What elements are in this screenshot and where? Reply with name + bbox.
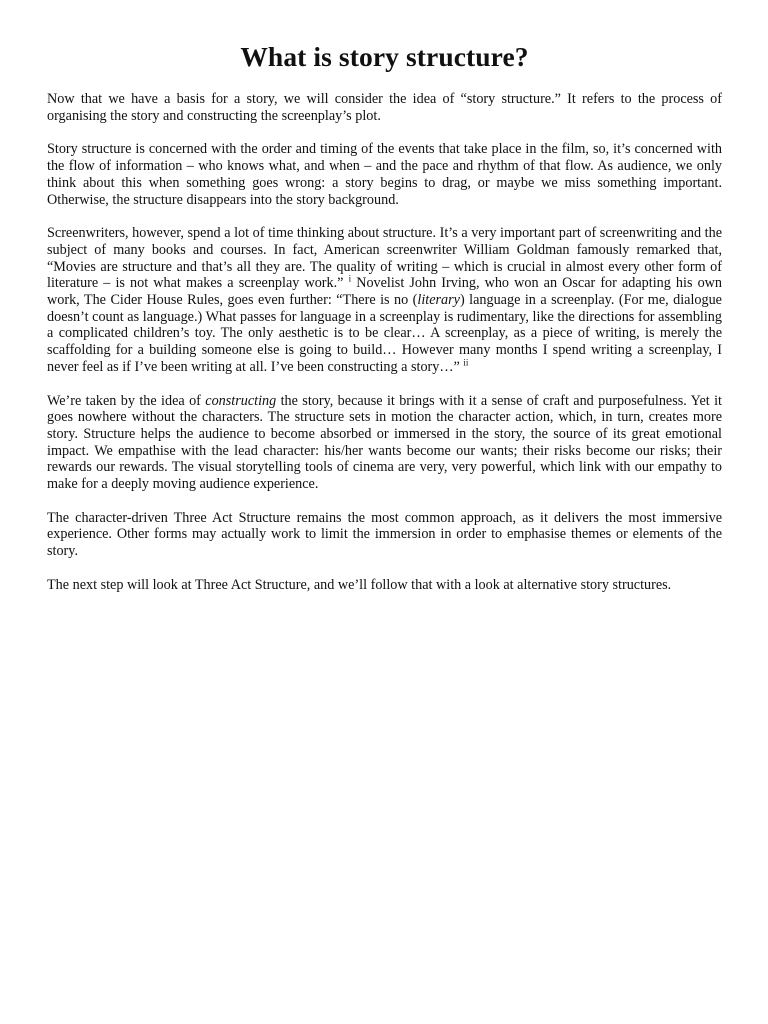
page-title: What is story structure? xyxy=(240,41,529,72)
paragraph-story-structure: Story structure is concerned with the order and timing of the events that take place in the film, so, it’s concerned with the flow of information – who knows what, and when – and the pace and rhythm of that flow. As audience, we only think about this when something goes wrong: a story begins to drag, or maybe we miss something important. Otherwise, the structure disappears into the story background. xyxy=(47,141,722,208)
paragraph-three-act: The character-driven Three Act Structure remains the most common approach, as it delivers the most immersive experience. Other forms may actually work to limit the immersion in order to emphasise themes or elements of the story. xyxy=(47,509,722,560)
footnote-marker: i xyxy=(348,273,352,284)
paragraph-text: ) language in a screenplay. (For me, dialogue doesn’t count as language.) What passes for language in a screenplay is rudimentary, like the directions for assembling a complicated children’s toy. The only aesthetic is to be clear… A screenplay, as a piece of writing, is merely the scaffolding for a building someone else is going to build… However many months I spend writing a screenplay, I never feel as if I’ve been writing at all. I’ve been constructing a story…” xyxy=(47,292,722,375)
paragraph-text: the story, because it brings with it a sense of craft and purposefulness. Yet it goes nowhere without the characters. The structure sets in motion the character action, which, in turn, creates more story. Structure helps the audience to become absorbed or immersed in the story, the source of its great emotional impact. We empathise with the lead character: his/her wants become our wants; their risks become our risks; their rewards our rewards. The visual storytelling tools of cinema are very, very powerful, which link with our empathy to make for a deeply moving audience experience. xyxy=(47,392,722,493)
document-page xyxy=(47,40,722,611)
paragraph-text: Novelist John Irving, who won an Oscar for adapting his own work, The Cider House Rules, goes even further: “There is no ( xyxy=(47,275,723,309)
paragraph-intro: Now that we have a basis for a story, we will consider the idea of “story structure.” It refers to the process of organising the story and constructing the screenplay’s plot. xyxy=(47,91,722,124)
paragraph-screenwriters xyxy=(47,225,722,375)
footnote-marker: ii xyxy=(463,357,469,368)
paragraph-constructing xyxy=(47,393,722,493)
emphasis-text: constructing xyxy=(205,392,277,409)
paragraph-text: Screenwriters, however, spend a lot of time thinking about structure. It’s a very important part of screenwriting and the subject of many books and courses. In fact, American screenwriter William Goldman famously remarked that, “Movies are structure and that’s all they are. The quality of writing – which is crucial in almost every other form of literature – is not what makes a screenplay work.” xyxy=(47,225,722,292)
paragraph-next-step: The next step will look at Three Act Structure, and we’ll follow that with a look at alternative story structures. xyxy=(47,576,672,593)
emphasis-text: literary xyxy=(417,292,460,309)
paragraph-text: We’re taken by the idea of xyxy=(47,392,206,409)
